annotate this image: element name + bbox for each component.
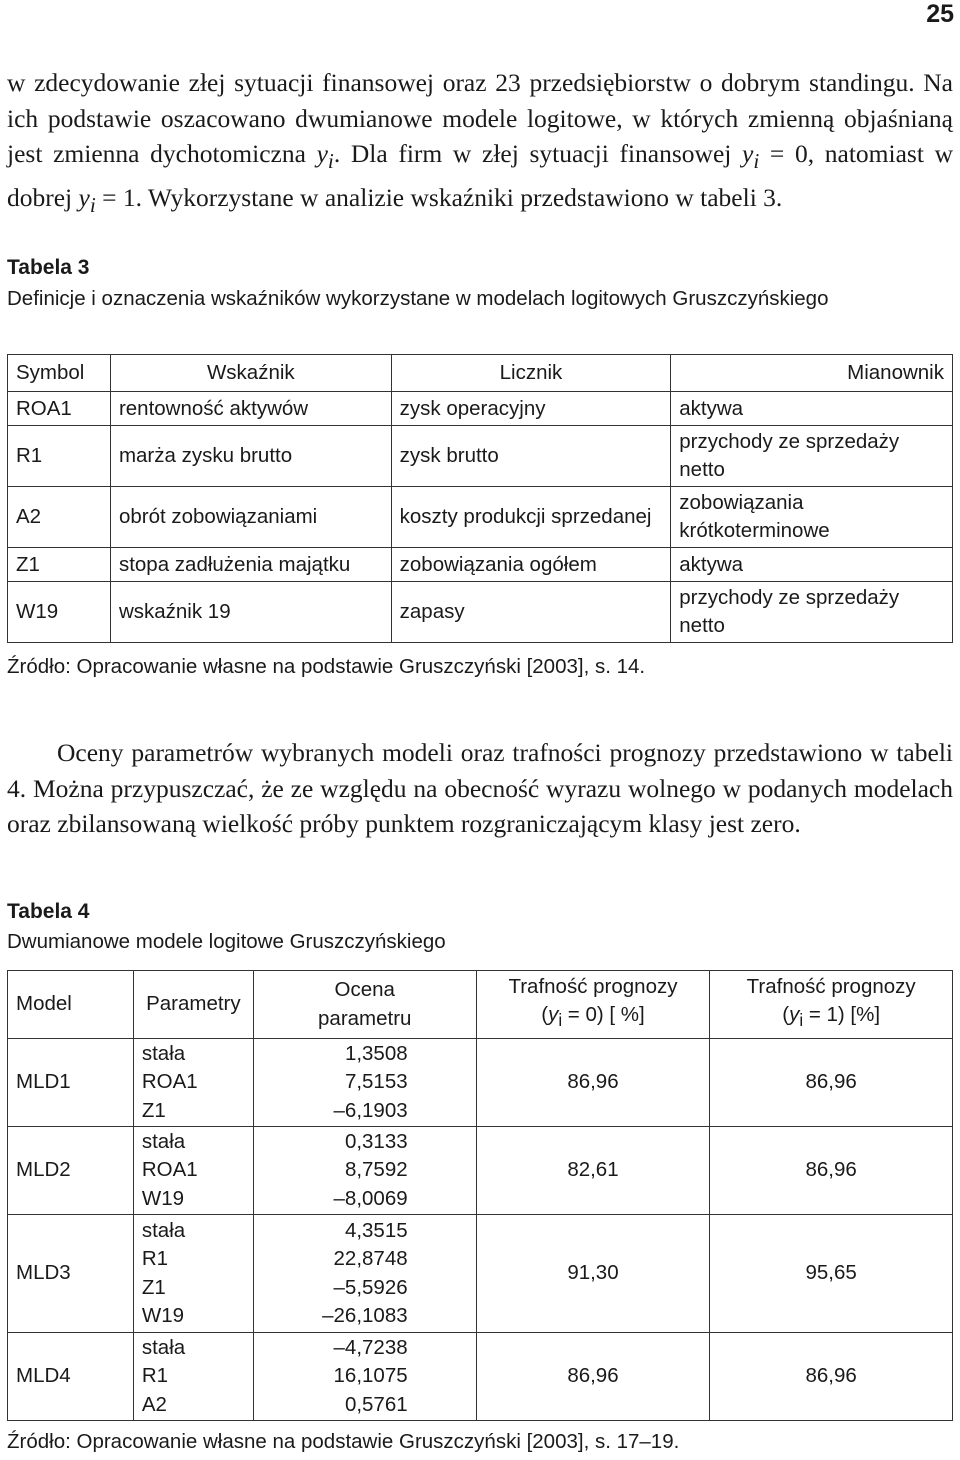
table4-title: Tabela 4 — [7, 900, 90, 923]
table-cell: stopa zadłużenia majątku — [110, 548, 391, 582]
table-cell: zobowiązania krótkoterminowe — [671, 487, 953, 548]
params-cell: stała R1 Z1 W19 — [133, 1215, 253, 1333]
logit-models-table — [7, 970, 953, 1421]
table-header-row — [8, 355, 953, 392]
table-cell: zapasy — [391, 582, 671, 643]
accuracy-1-cell: 86,96 — [710, 1039, 953, 1127]
table-row — [8, 1333, 953, 1421]
table4-description: Dwumianowe modele logitowe Gruszczyńskiego — [7, 930, 446, 953]
estimates-cell: 4,3515 22,8748 –5,5926 –26,1083 — [253, 1215, 476, 1333]
table-cell: przychody ze sprzedaży netto — [671, 426, 953, 487]
params-cell: stała ROA1 W19 — [133, 1127, 253, 1215]
accuracy-0-cell: 91,30 — [476, 1215, 710, 1333]
header-cell: Model — [8, 971, 134, 1039]
accuracy-0-cell: 82,61 — [476, 1127, 710, 1215]
header-cell: Licznik — [391, 355, 671, 392]
page-number: 25 — [926, 0, 954, 28]
table-cell: przychody ze sprzedaży netto — [671, 582, 953, 643]
table-cell: A2 — [8, 487, 111, 548]
model-name-cell: MLD3 — [8, 1215, 134, 1333]
indicator-definitions-table — [7, 354, 953, 643]
table-row — [8, 1127, 953, 1215]
accuracy-0-cell: 86,96 — [476, 1039, 710, 1127]
table-cell: W19 — [8, 582, 111, 643]
table-cell: rentowność aktywów — [110, 392, 391, 426]
results-paragraph: Oceny parametrów wybranych modeli oraz trafności prognozy przedstawiono w tabeli 4. Można przypuszczać, że ze względu na obecność wyrazu wolnego w podanych modelach oraz zbilansowaną wielkość próby punktem rozgraniczającym klasy jest zero. — [7, 738, 953, 838]
table-cell: Z1 — [8, 548, 111, 582]
table3-source: Źródło: Opracowanie własne na podstawie Gruszczyński [2003], s. 14. — [7, 655, 646, 678]
intro-paragraph: w zdecydowanie złej sytuacji finansowej oraz 23 przedsiębiorstw o dobrym standingu. Na ich podstawie oszacowano dwumianowe modele logitowe, w których zmienną objaśnianą jest zmienna dychotomiczna $y_i$. Dla firm w złej sytuacji finansowej $y_i = 0$, natomiast w dobrej $y_i = 1$. Wykorzystane w analizie wskaźniki przedstawiono w tabeli 3. — [7, 68, 953, 217]
table-cell: zobowiązania ogółem — [391, 548, 671, 582]
params-cell: stała R1 A2 — [133, 1333, 253, 1421]
table-cell: obrót zobowiązaniami — [110, 487, 391, 548]
table3-description: Definicje i oznaczenia wskaźników wykorzystane w modelach logitowych Gruszczyńskiego — [7, 287, 829, 310]
header-cell: Symbol — [8, 355, 111, 392]
table-row — [8, 487, 953, 548]
table-row — [8, 548, 953, 582]
header-cell: Parametry — [133, 971, 253, 1039]
table4-source: Źródło: Opracowanie własne na podstawie Gruszczyński [2003], s. 17–19. — [7, 1430, 680, 1453]
table-cell: aktywa — [671, 548, 953, 582]
table-row — [8, 1039, 953, 1127]
accuracy-0-cell: 86,96 — [476, 1333, 710, 1421]
table-cell: marża zysku brutto — [110, 426, 391, 487]
model-name-cell: MLD4 — [8, 1333, 134, 1421]
table-cell: ROA1 — [8, 392, 111, 426]
table-cell: koszty produkcji sprzedanej — [391, 487, 671, 548]
table-cell: zysk operacyjny — [391, 392, 671, 426]
header-cell: Ocena parametru — [253, 971, 476, 1039]
table-row — [8, 392, 953, 426]
model-name-cell: MLD1 — [8, 1039, 134, 1127]
table-cell: wskaźnik 19 — [110, 582, 391, 643]
table-header-row — [8, 971, 953, 1039]
accuracy-1-cell: 86,96 — [710, 1127, 953, 1215]
table-row — [8, 582, 953, 643]
table3-title: Tabela 3 — [7, 256, 90, 279]
estimates-cell: –4,7238 16,1075 0,5761 — [253, 1333, 476, 1421]
table-cell: R1 — [8, 426, 111, 487]
estimates-cell: 0,3133 8,7592 –8,0069 — [253, 1127, 476, 1215]
model-name-cell: MLD2 — [8, 1127, 134, 1215]
accuracy-1-cell: 86,96 — [710, 1333, 953, 1421]
header-cell: Trafność prognozy $(y_i = 1)$ [%] — [710, 971, 953, 1039]
header-cell: Wskaźnik — [110, 355, 391, 392]
table-cell: zysk brutto — [391, 426, 671, 487]
estimates-cell: 1,3508 7,5153 –6,1903 — [253, 1039, 476, 1127]
table-row — [8, 426, 953, 487]
accuracy-1-cell: 95,65 — [710, 1215, 953, 1333]
table-cell: aktywa — [671, 392, 953, 426]
header-cell: Trafność prognozy $(y_i = 0)$ [ %] — [476, 971, 710, 1039]
table-row — [8, 1215, 953, 1333]
header-cell: Mianownik — [671, 355, 953, 392]
params-cell: stała ROA1 Z1 — [133, 1039, 253, 1127]
